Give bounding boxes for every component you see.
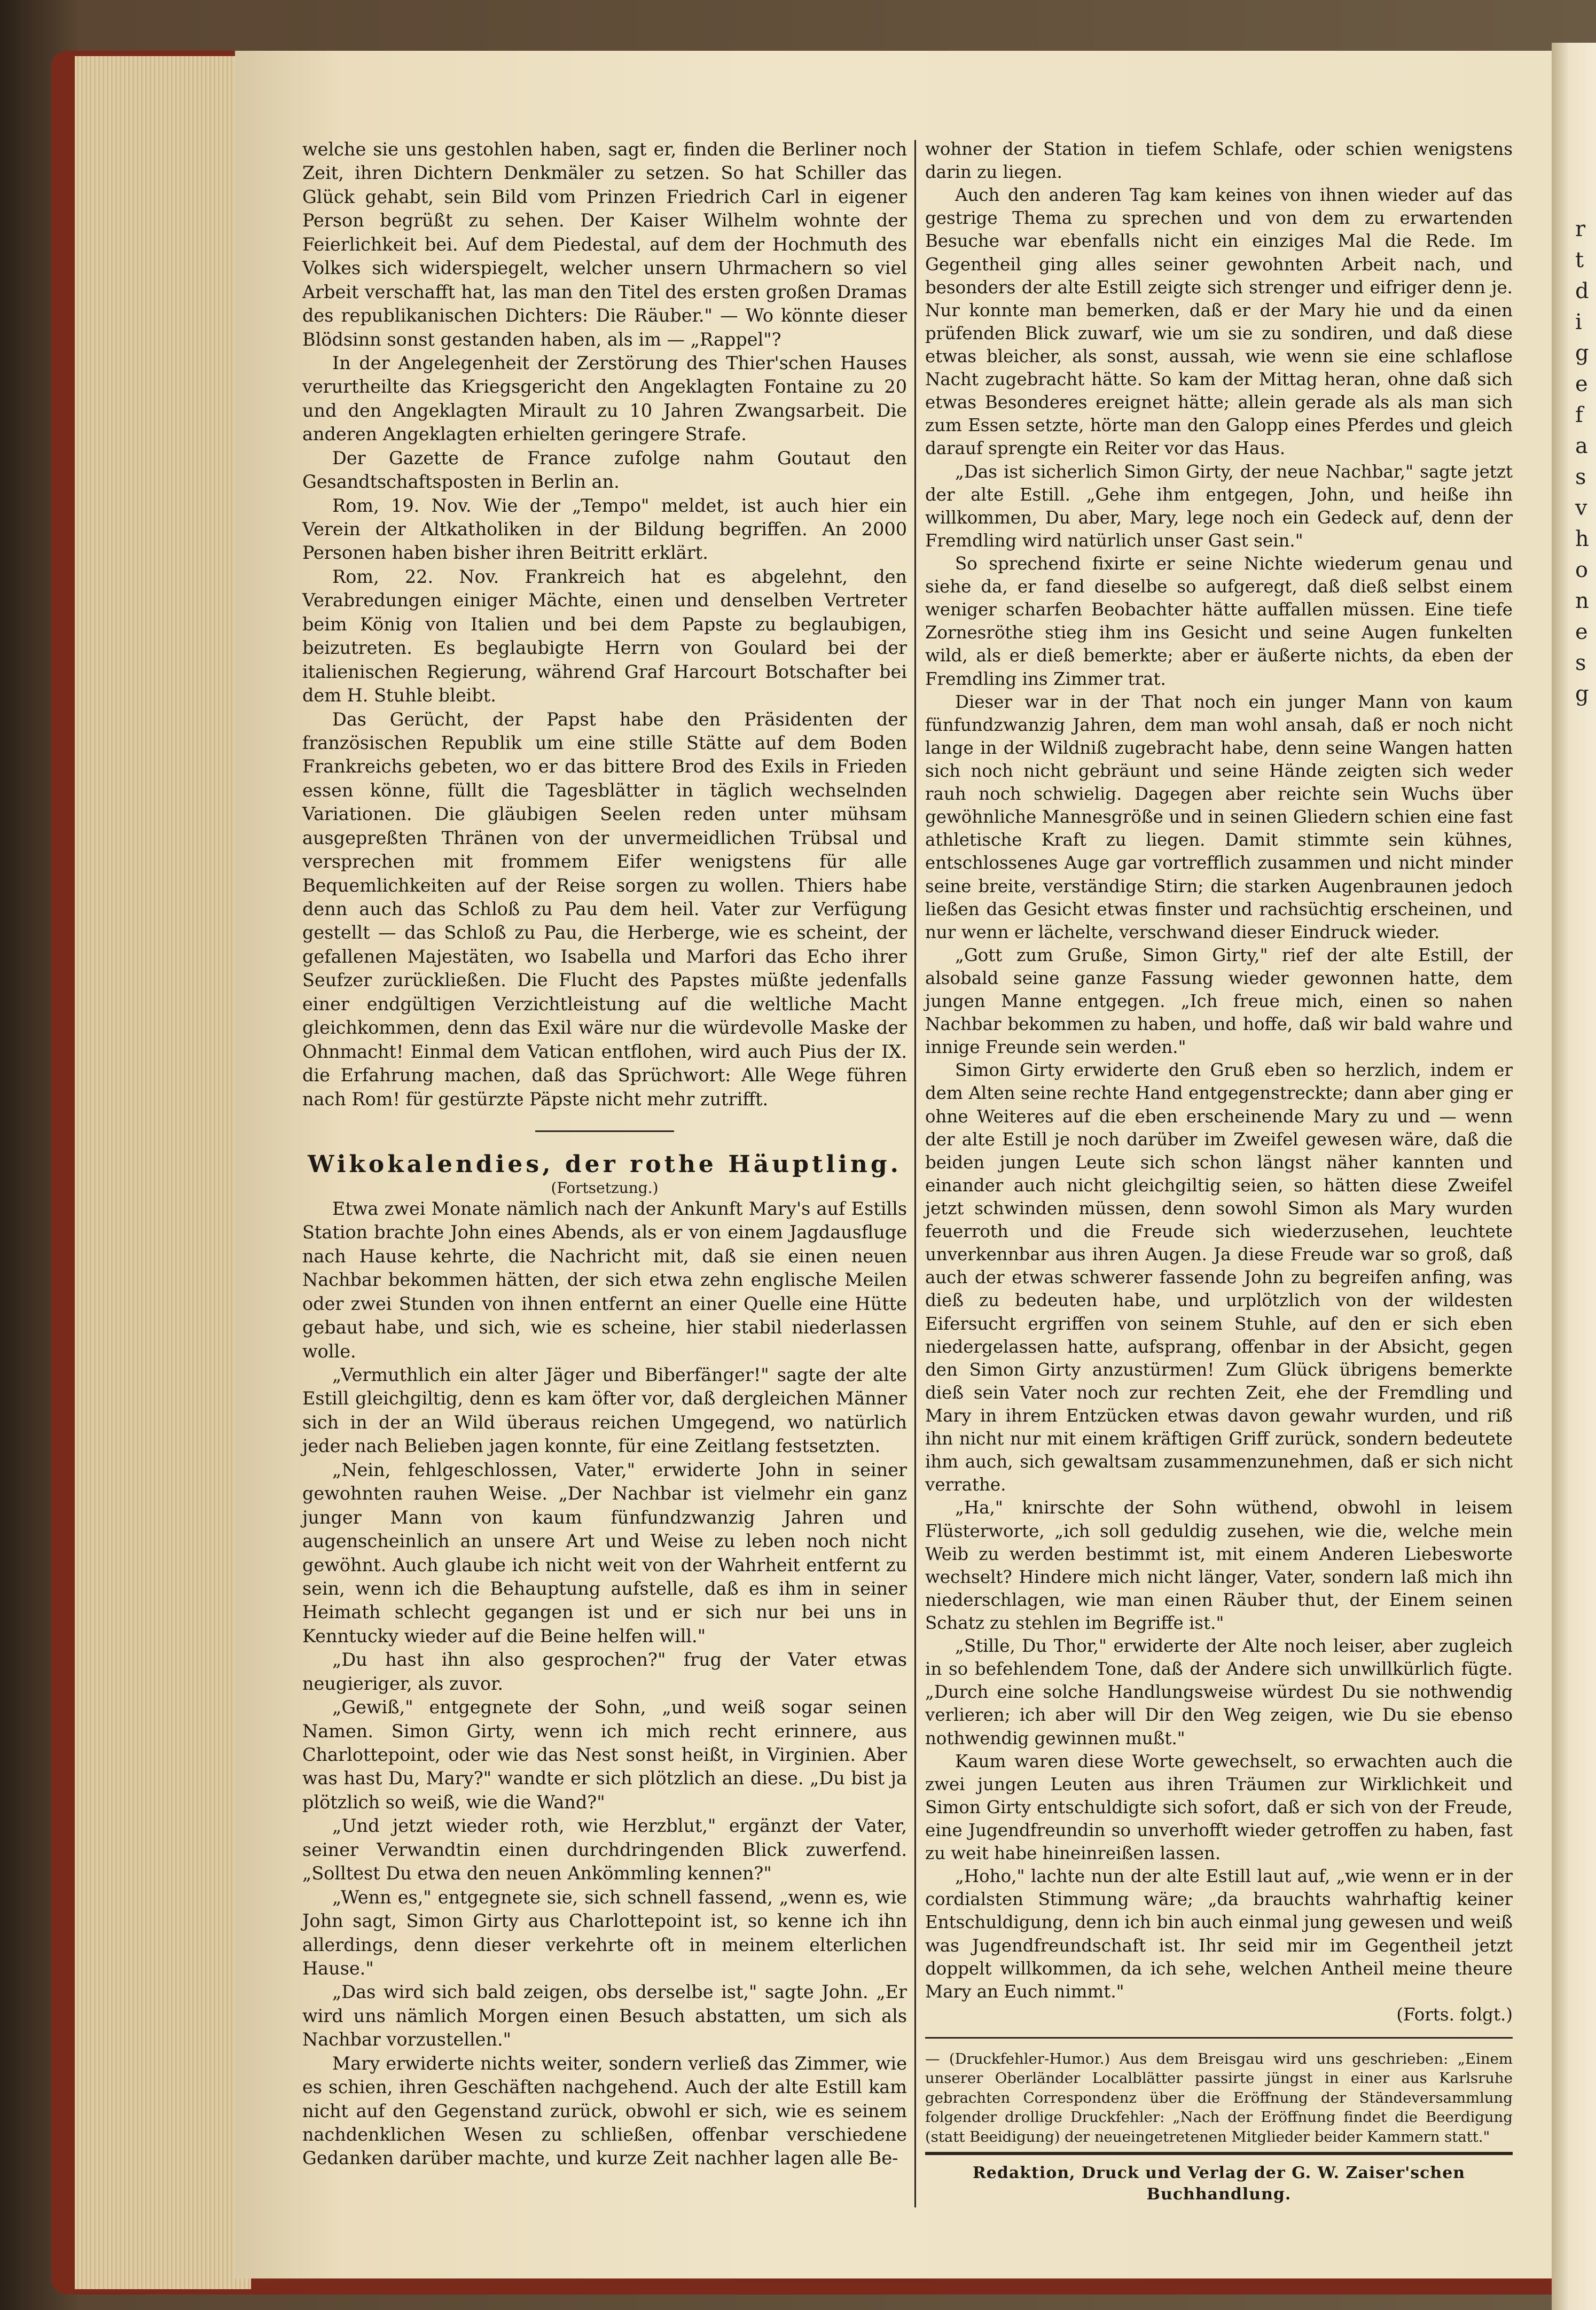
story-section: [302, 1197, 907, 2171]
paragraph: wohner der Station in tiefem Schlafe, oder schien wenigstens darin zu liegen.: [925, 139, 1513, 183]
story-continuation-note: (Fortsetzung.): [551, 1179, 659, 1197]
section-divider: [535, 1130, 674, 1132]
paragraph: „Gott zum Gruße, Simon Girty," rief der alte Estill, der alsobald seine ganze Fassung wieder gewonnen hatte, dem jungen Manne entgegen. „Ich freue mich, einen so nahen Nachbar bekommen zu haben, und hoffe, daß wir bald wahre und innige Freunde sein werden.": [925, 945, 1513, 1058]
edge-letter: g: [1575, 682, 1589, 706]
story-continuation: [925, 138, 1513, 2003]
paragraph: „Das ist sicherlich Simon Girty, der neue Nachbar," sagte jetzt der alte Estill. „Gehe ihm entgegen, John, und heiße ihn willkommen, Du aber, Mary, lege noch ein Gedeck auf, denn der Fremdling wird natürlich unser Gast sein.": [925, 461, 1513, 551]
paragraph: Kaum waren diese Worte gewechselt, so erwachten auch die zwei jungen Leuten aus ihren Träumen zur Wirklichkeit und Simon Girty entschuldigte sich sofort, daß er sich von der Freude, eine Jugendfreundin so unverhofft wieder getroffen zu haben, fast zu weit habe hineinreißen lassen.: [925, 1751, 1513, 1864]
paragraph: Das Gerücht, der Papst habe den Präsidenten der französischen Republik um eine stille Stätte auf dem Boden Frankreichs gebeten, wo er das bittere Brod des Exils in Frieden essen könne, füllt die Tagesblätter in täglich wechselnden Variationen. Die gläubigen Seelen reden unter mühsam ausgepreßten Thränen von der unvermeidlichen Trübsal und versprechen mit frommem Eifer wenigstens für alle Bequemlichkeiten auf der Reise sorgen zu wollen. Thiers habe denn auch das Schloß zu Pau dem heil. Vater zur Verfügung gestellt — das Schloß zu Pau, die Herberge, wie es scheint, der gefallenen Majestäten, wo Isabella und Marfori das Echo ihrer Seufzer zurückließen. Die Flucht des Papstes müßte jedenfalls einer endgültigen Verzichtleistung auf die weltliche Macht gleichkommen, denn das Exil wäre nur die würdevolle Maske der Ohnmacht! Einmal dem Vatican entflohen, wird auch Pius der IX. die Erfahrung machen, daß das Sprüchwort: Alle Wege führen nach Rom! für gestürzte Päpste nicht mehr zutrifft.: [302, 708, 907, 1110]
paragraph: welche sie uns gestohlen haben, sagt er, finden die Berliner noch Zeit, ihren Dichtern Denkmäler zu setzen. So hat Schiller das Glück gehabt, sein Bild vom Prinzen Friedrich Carl in eigener Person begrüßt zu sehen. Der Kaiser Wilhelm wohnte der Feierlichkeit bei. Auf dem Piedestal, auf dem der Hochmuth des Volkes sich widerspiegelt, welcher unsern Uhrmachern so viel Arbeit verschafft hat, las man den Titel des ersten großen Dramas des republikanischen Dichters: Die Räuber." — Wo könnte dieser Blödsinn sonst gestanden haben, als im — „Rappel"?: [302, 139, 907, 350]
paragraph: „Ha," knirschte der Sohn wüthend, obwohl in leisem Flüsterworte, „ich soll geduldig zusehen, wie die, welche mein Weib zu werden bestimmt ist, mit einem Anderen Liebesworte wechselt? Hindere mich nicht länger, Vater, sondern laß mich ihn niederschlagen, wie man einen Räuber thut, der Einem seinen Schatz zu stehlen im Begriffe ist.": [925, 1497, 1513, 1633]
rule: [925, 2037, 1513, 2039]
paragraph: Der Gazette de France zufolge nahm Goutaut den Gesandtschaftsposten in Berlin an.: [302, 447, 907, 493]
edge-letter: s: [1575, 651, 1586, 675]
paragraph: „Stille, Du Thor," erwiderte der Alte noch leiser, aber zugleich in so befehlendem Tone, daß der Andere sich unwillkürlich fügte. „Durch eine solche Handlungsweise würdest Du sie nothwendig verlieren; ich aber will Dir den Weg zeigen, wie Du sie ebenso nothwendig gewinnen mußt.": [925, 1636, 1513, 1749]
facing-page-letters: [1575, 214, 1589, 709]
paragraph: „Gewiß," entgegnete der Sohn, „und weiß sogar seinen Namen. Simon Girty, wenn ich mich recht erinnere, aus Charlottepoint, oder wie das Nest sonst heißt, in Virginien. Aber was hast Du, Mary?" wandte er sich plötzlich an diese. „Du bist ja plötzlich so weiß, wie die Wand?": [302, 1697, 907, 1813]
edge-letter: v: [1575, 496, 1587, 520]
paragraph: „Das wird sich bald zeigen, obs derselbe ist," sagte John. „Er wird uns nämlich Morgen einen Besuch abstatten, um sich als Nachbar vorzustellen.": [302, 1981, 907, 2050]
imprint: Redaktion, Druck und Verlag der G. W. Zaiser'schen Buchhandlung.: [972, 2164, 1466, 2204]
paragraph: Mary erwiderte nichts weiter, sondern verließ das Zimmer, wie es schien, ihren Geschäften nachgehend. Auch der alte Estill kam nicht auf den Gegenstand zurück, obwohl er sich, wie es seinem nachdenklichen Wesen zu schließen, offenbar verschiedene Gedanken darüber machte, und kurze Zeit nachher lagen alle Be-: [302, 2053, 907, 2169]
edge-letter: t: [1575, 248, 1584, 272]
edge-letter: r: [1575, 217, 1586, 241]
facing-page-edge: [1552, 43, 1596, 2310]
paragraph: „Vermuthlich ein alter Jäger und Biberfänger!" sagte der alte Estill gleichgiltig, denn es kam öfter vor, daß dergleichen Männer sich in der an Wild überaus reichen Umgegend, wo natürlich jeder nach Belieben jagen konnte, für eine Zeitlang festsetzten.: [302, 1364, 907, 1457]
paragraph: Rom, 19. Nov. Wie der „Tempo" meldet, ist auch hier ein Verein der Altkatholiken in der Bildung begriffen. An 2000 Personen haben bisher ihren Beitritt erklärt.: [302, 495, 907, 564]
story-title: Wikokalendies, der rothe Häuptling.: [308, 1150, 902, 1178]
edge-letter: o: [1575, 558, 1589, 582]
edge-letter: d: [1575, 279, 1589, 303]
paragraph: In der Angelegenheit der Zerstörung des Thier'schen Hauses verurtheilte das Kriegsgericht den Angeklagten Fontaine zu 20 und den Angeklagten Mirault zu 10 Jahren Zwangsarbeit. Die anderen Angeklagten erhielten geringere Strafe.: [302, 352, 907, 445]
right-column: [925, 138, 1513, 2205]
edge-letter: e: [1575, 620, 1588, 644]
paragraph: Etwa zwei Monate nämlich nach der Ankunft Mary's auf Estills Station brachte John eines Abends, als er von einem Jagdausfluge nach Hause kehrte, die Nachricht mit, daß sie einen neuen Nachbar bekommen hätten, der sich etwa zehn englische Meilen oder zwei Stunden von ihnen entfernt an einer Quelle eine Hütte gebaut habe, und sich, wie es scheine, hier stabil niederlassen wolle.: [302, 1198, 907, 1362]
edge-letter: i: [1575, 310, 1582, 334]
paragraph: „Wenn es," entgegnete sie, sich schnell fassend, „wenn es, wie John sagt, Simon Girty aus Charlottepoint ist, so kenne ich ihn allerdings, denn dieser verkehrte oft in meinem elterlichen Hause.": [302, 1886, 907, 1979]
edge-letter: e: [1575, 372, 1588, 396]
paragraph: „Hoho," lachte nun der alte Estill laut auf, „wie wenn er in der cordialsten Stimmung wäre; „da brauchts wahrhaftig keiner Entschuldigung, denn ich bin auch einmal jung gewesen und weiß was Jugendfreundschaft ist. Ihr seid mir im Gegentheil jetzt doppelt willkommen, da ich sehe, welchen Antheil meine theure Mary an Euch nimmt.": [925, 1866, 1513, 2002]
imprint-rule: [925, 2152, 1513, 2155]
edge-letter: s: [1575, 465, 1586, 489]
left-column: [302, 138, 907, 2171]
paragraph: „Nein, fehlgeschlossen, Vater," erwiderte John in seiner gewohnten rauhen Weise. „Der Nachbar ist vielmehr ein ganz junger Mann von kaum fünfundzwanzig Jahren und augenscheinlich an unsere Art und Weise zu leben noch nicht gewöhnt. Auch glaube ich nicht weit von der Wahrheit entfernt zu sein, wenn ich die Behauptung aufstelle, daß es ihm in seiner Heimath schlecht gegangen ist und er sich nur bei uns in Kenntucky wieder auf die Beine helfen will.": [302, 1459, 907, 1646]
paragraph: Dieser war in der That noch ein junger Mann von kaum fünfundzwanzig Jahren, dem man wohl ansah, daß er noch nicht lange in der Wildniß zugebracht habe, denn seine Wangen hatten sich noch nicht gebräunt und seine Hände zeigten sich weder rauh noch schwielig. Dagegen aber reichte sein Wuchs über gewöhnliche Mannesgröße und in seinen Gliedern schien eine fast athletische Kraft zu liegen. Damit stimmte sein kühnes, entschlossenes Auge gar vortrefflich zusammen und nicht minder seine breite, verständige Stirn; die starken Augenbraunen jedoch ließen das Gesicht etwas finster und rachsüchtig erscheinen, und nur wenn er lächelte, verschwand dieser Eindruck wieder.: [925, 691, 1513, 942]
paragraph: So sprechend fixirte er seine Nichte wiederum genau und siehe da, er fand dieselbe so aufgeregt, daß dieß selbst einem weniger scharfen Beobachter hätte auffallen müssen. Eine tiefe Zornesröthe stieg ihm ins Gesicht und seine Augen funkelten wild, als er dieß bemerkte; aber er äußerte nichts, da eben der Fremdling ins Zimmer trat.: [925, 553, 1513, 689]
column-divider: [914, 140, 916, 2207]
paragraph: Rom, 22. Nov. Frankreich hat es abgelehnt, den Verabredungen einiger Mächte, einen und denselben Vertreter beim König von Italien und bei dem Papste zu beglaubigen, beizutreten. Es beglaubigte Herrn von Goulard bei der italienischen Regierung, während Graf Harcourt Botschafter bei dem H. Stuhle bleibt.: [302, 566, 907, 706]
to-be-continued: (Forts. folgt.): [1396, 2004, 1513, 2025]
edge-letter: g: [1575, 341, 1589, 365]
paragraph: Simon Girty erwiderte den Gruß eben so herzlich, indem er dem Alten seine rechte Hand entgegenstreckte; dann aber ging er ohne Weiteres auf die eben erscheinende Mary zu und — wenn der alte Estill je noch darüber im Zweifel gewesen wäre, daß die beiden jungen Leute sich schon längst näher kannten und einander auch nicht gleichgiltig seien, so hätten diese Zweifel jetzt schwinden müssen, denn sowohl Simon als Mary wurden feuerroth und die Freude sich wiederzusehen, leuchtete unverkennbar aus ihren Augen. Ja diese Freude war so groß, daß auch der etwas schwerer fassende John zu begreifen anfing, was dieß zu bedeuten habe, und urplötzlich von der wildesten Eifersucht ergriffen von seinem Stuhle, auf den er sich eben niedergelassen hatte, aufsprang, offenbar in der Absicht, gegen den Simon Girty anzustürmen! Zum Glück übrigens bemerkte dieß sein Vater noch zur rechten Zeit, ehe der Fremdling und Mary in ihrem Entzücken etwas davon gewahr wurden, und riß ihn nicht nur mit einem kräftigen Griff zurück, sondern bedeutete ihm auch, sich gewaltsam zusammenzunehmen, daß er sich nicht verrathe.: [925, 1060, 1513, 1495]
news-section: [302, 138, 907, 1111]
edge-letter: n: [1575, 589, 1589, 613]
paragraph: Auch den anderen Tag kam keines von ihnen wieder auf das gestrige Thema zu sprechen und von dem zu erwartenden Besuche war ebenfalls nicht ein einziges Mal die Rede. Im Gegentheil ging alles seiner gewohnten Arbeit nach, und besonders der alte Estill zeigte sich strenger und eifriger denn je. Nur konnte man bemerken, daß er der Mary hie und da einen prüfenden Blick zuwarf, wie um sie zu sondiren, und daß diese etwas bleicher, als sonst, aussah, wie wenn sie eine schlaflose Nacht zugebracht hätte. So kam der Mittag heran, ohne daß sich etwas Besonderes ereignet hätte; allein gerade als als man sich zum Essen setzte, hörte man den Galopp eines Pferdes und gleich darauf sprengte ein Reiter vor das Haus.: [925, 185, 1513, 459]
edge-letter: h: [1575, 527, 1589, 551]
paragraph: „Und jetzt wieder roth, wie Herzblut," ergänzt der Vater, seiner Verwandtin einen durchdringenden Blick zuwerfend. „Solltest Du etwa den neuen Ankömmling kennen?": [302, 1815, 907, 1884]
paragraph: „Du hast ihn also gesprochen?" frug der Vater etwas neugieriger, als zuvor.: [302, 1649, 907, 1694]
humor-note: — (Druckfehler-Humor.) Aus dem Breisgau wird uns geschrieben: „Einem unserer Oberländer Localblätter passirte jüngst in einer aus Karlsruhe gebrachten Correspondenz über die Eröffnung der Ständeversammlung folgender drollige Druckfehler: „Nach der Eröffnung findet die Beerdigung (statt Beeidigung) der neueingetretenen Mitglieder beider Kammern statt.": [925, 2050, 1513, 2145]
edge-letter: a: [1575, 434, 1588, 458]
edge-letter: f: [1575, 403, 1583, 427]
page-edges: [75, 56, 251, 2289]
